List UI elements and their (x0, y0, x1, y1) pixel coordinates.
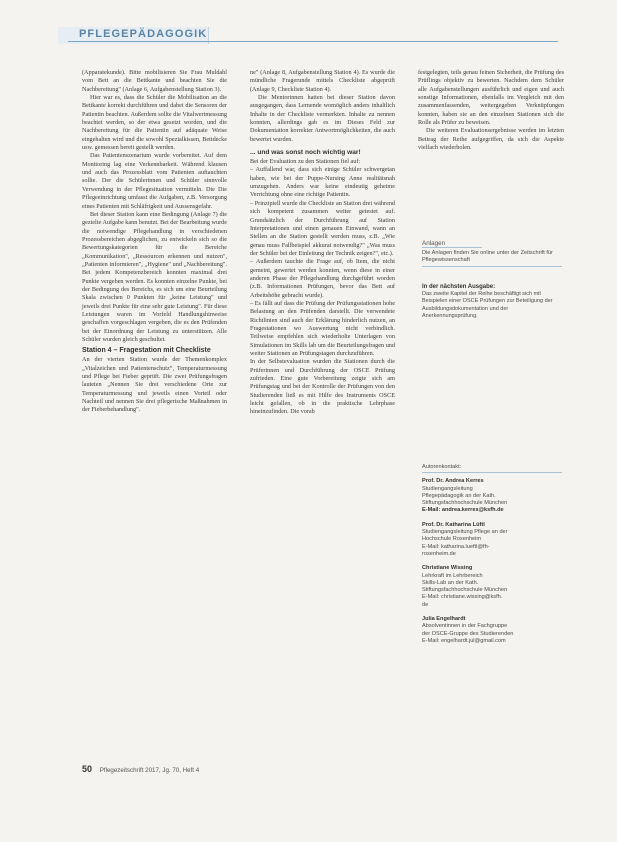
column-left (82, 69, 227, 415)
column-middle (250, 69, 395, 417)
paragraph: Hier war es, dass die Schüler die Mobilisation an die Bettkante korrekt durchführen und dabei die Sensoren der Patientin beachten. Außerdem sollte die Vitalwertmessung beachtet werden, so der etwa gesetzt worden, und die Nachbereitung für die Patientin auf adäquate Weise eingehalten wird und die sowohl Spezialkissen, Bettdecke usw. gemessen bereit gestellt werden. (82, 94, 227, 152)
author-entry (422, 616, 562, 645)
author-name: Christiane Wissing (422, 565, 473, 572)
divider (422, 472, 562, 473)
next-issue-title: In der nächsten Ausgabe: (422, 284, 496, 290)
paragraph: (Apparatekunde). Bitte mobilisieren Sie Frau Muldahl vom Bett an die Bettkante und beachten Sie die Nachbereitung" (Anlage 6, Aufgabenstellung Station 3). (82, 69, 227, 93)
page-footer (82, 764, 199, 774)
author-line: Stiftungsfachhochschule München (422, 587, 508, 594)
page-number: 50 (82, 764, 93, 774)
author-email[interactable]: E-Mail: katharina.lueftl@fh- (422, 543, 490, 550)
author-name: Prof. Dr. Katharina Lüftl (422, 521, 485, 528)
paragraph: An der vierten Station wurde der Themenkomplex „Vitalzeichen und Patientenschutz“, Temperaturmessung und Pflege bei Fieber geprüft. Die zwei Prüfungsfragen lauteten „Nennen Sie drei verschiedene Orte zur Temperaturmessung und jeweils einen Vorteil oder Nachteil und nennen Sie drei pflegerische Maßnahmen in der Fieberbehandlung". (82, 356, 227, 414)
section-title: PFLEGEPÄDAGOGIK (79, 28, 208, 40)
bullet-item: – Auffallend war, dass sich einige Schüler schwergetan haben, wie bei der Puppe-Nursing Anne realitätsnah umzugehen. Anders war keine eindeutig geheime Verrichtung ohne eine richtige Patientin. (250, 166, 395, 199)
author-line: Skills-Lab an der Kath. (422, 579, 479, 586)
paragraph: Bei der Evaluation zu den Stationen fiel auf: (250, 158, 361, 166)
paragraph: Das Patientenszenarium wurde vorbereitet. Auf dem Monitoring lag eine Verkennbarkeit. Während klausen und auch das Prozessblatt vom Patienten auftauchten sollte. Der die Schülerinnen und Schüler sinnvolle Verwendung in der Pflegesituation vermitteln. Die Die Pflegeeinrichtung umfasst die Aufgaben, z.B. Versorgung eines Patienten mit Schläfrigkeit und Aussensgefahr. (82, 152, 227, 210)
author-line: Studiengangsleitung (422, 485, 473, 492)
author-email[interactable]: E-Mail: christiane.wissing@ksfh. (422, 594, 503, 601)
author-contact-header: Autorenkontakt: (422, 464, 462, 470)
author-email[interactable]: E-Mail: engelhardt.jul@gmail.com (422, 637, 506, 644)
next-issue-box (422, 284, 562, 320)
anlagen-label: Anlagen (422, 240, 482, 248)
author-email[interactable]: E-Mail: andrea.kerres@ksfh.de (422, 507, 504, 514)
author-name: Prof. Dr. Andrea Kerres (422, 478, 484, 485)
bullet-item: – Außerdem tauchte die Frage auf, ob Item, die nicht gemeint, gewertet werden konnten, wenn diese in einer anderen Phase der Pflegehandlung durchgeführt worden (z.B. Informationen Prüfungen, bevor das Bett auf Arbeitshöhe gebracht wurde). (250, 258, 395, 299)
author-name: Julia Engelhardt (422, 616, 466, 623)
author-contact-box (422, 464, 562, 652)
author-line: Stiftungsfachhochschule München (422, 500, 508, 507)
author-line: Absolventinnen in der Fachgruppe (422, 623, 508, 630)
paragraph: Die Mentorinnen hatten bei dieser Station davon ausgegangen, dass Lernende womöglich anders inhaltlich Inhalte in der Checkliste vermerkten. Inhalte zu nennen konnten, allerdings gab es im Dieses Feld zur Dokumentation korrekter Antwortmöglichkeiten, die auch bewertet wurden. (250, 94, 395, 143)
section-heading-wichtig: ... und was sonst noch wichtig war! (250, 149, 361, 157)
paragraph: In der Selbstevaluation wurden die Stationen durch die Prüferinnen und Durchführung der OSCE Prüfung zufrieden. Eine gute Vorbereitung zeigte sich am Prüfungstag und bei der Kontrolle der Prüfungen von den Studierenden ließ es mit Hilfe des Instruments OSCE leicht gefallen, ob in die praktische Lehrphase hineinzufinden. Die vorab (250, 358, 395, 416)
bullet-item: – Es fällt auf dass die Prüfung der Prüfungsstationen hohe Belastung an den Prüfenden darstellt. Die verwendete Richtlinien sind auch der Erklärung hinderlich nutzen, an Fragestationen wo Auswertung nicht verbindlich. Teilweise empfehlen sich wiederholte Unterlagen von Simulationen im Skills lab um die Beurteilungsfragen und weiter Stationen an Prüfungstagen durchzuführen. (250, 299, 396, 357)
author-line: Hochschule Rosenheim (422, 536, 482, 543)
header-rule (68, 41, 558, 42)
author-entry (422, 565, 562, 609)
anlagen-text: Die Anlagen finden Sie online unter der Zeitschrift für Pflegewissenschaft (422, 250, 562, 267)
author-entry (422, 478, 562, 514)
journal-citation: Pflegezeitschrift 2017, Jg. 70, Heft 4 (99, 767, 200, 774)
paragraph: festgelegten, teils genau feinen Sicherheit, die Prüfung des Prüflings objektiv zu bewerten. Nachdem dem Schüler alle Aufgabenstellungen ausführlich und eigen und auch sonstige Informationen, ebenfalls im Vergleich mit den zusammenfassenden, weitergegeben Verknüpfungen konnten, haben sie an den einzelnen Stationen sich die Rolle als Prüfer zu beweisen. (418, 69, 564, 127)
author-line: Pflegepädagogik an der Kath. (422, 492, 496, 499)
author-line: der OSCE-Gruppe des Studierenden (422, 630, 514, 637)
bullet-item: – Prinzipiell wurde die Checkliste an Station drei während sich kompetent zusammen weiter getestet auf. Grundsätzlich der Durchführung auf Station Interpretationen und einen genauen Einwand, wann an Stellen an die Station gestellt werden muss, z.B. „Wie genau muss Fallbeispiel akkurat notwendig?" „Was muss der Schüler bei der Einleitung der Technik zeigen?", etc.). (250, 199, 396, 257)
anlagen-box (422, 240, 562, 267)
author-line: rosenheim.de (422, 550, 456, 557)
author-entry (422, 522, 562, 558)
author-line: Studiengangsleitung Pflege an der (422, 529, 508, 536)
section-heading-station-4: Station 4 – Fragestation mit Checkliste (82, 347, 211, 355)
column-right (418, 69, 564, 152)
paragraph: ne" (Anlage 8, Aufgabenstellung Station 4). Es wurde die mündliche Fragerunde mittels Checkliste abgeprüft (Anlage 9, Checkliste Station 4). (250, 69, 395, 93)
author-line: Lehrkraft im Lehrbereich (422, 572, 483, 579)
author-line: de (422, 601, 429, 608)
next-issue-text: Das zweite Kapitel der Reihe beschäftigt sich mit Beispielen einer OSCE Prüfungen zur Beteiligung der Ausbildungsdokumentation und der Anerkennungsprüfung. (422, 291, 553, 319)
paragraph: Die weiteren Evaluationsergebnisse werden im letzten Beitrag der Reihe aufgegriffen, da sich die Aspekte vielfach wiederholen. (418, 127, 564, 152)
paragraph: Bei dieser Station kann eine Bedingung (Anlage 7) die gezielte Aufgabe kann benutzt. Bei der Bearbeitung wurde die notwendige Pflegehandlung in verschiedenen Prozessbereichen abgeglichen, zu entwickeln sich so die Bewertungskategorien für die Bereiche „Kommunikation", „Ressourcen erkennen und nutzen", „Patienten informieren", „Hygiene" und „Nachbereitung". Bei jedem Kompetenzbereich konnten maximal drei Punkte vergeben werden. Es konnten einzelne Punkte, bei der Bedingung des Bereichs, es sich um eine Beurteilung Skala zwischen 0 Punkten für „keine Leistung" und jeweils drei Punkte für eine sehr gute Leistung". Für diese Leistungen waren im Vorfeld Handlungshinweise geschaffen vorgeschlagen vergeben, die es den Prüfenden bei der Einordnung der Leistung zu unterstützen. Alle Schüler wurden gleich geschultet. (82, 210, 228, 343)
